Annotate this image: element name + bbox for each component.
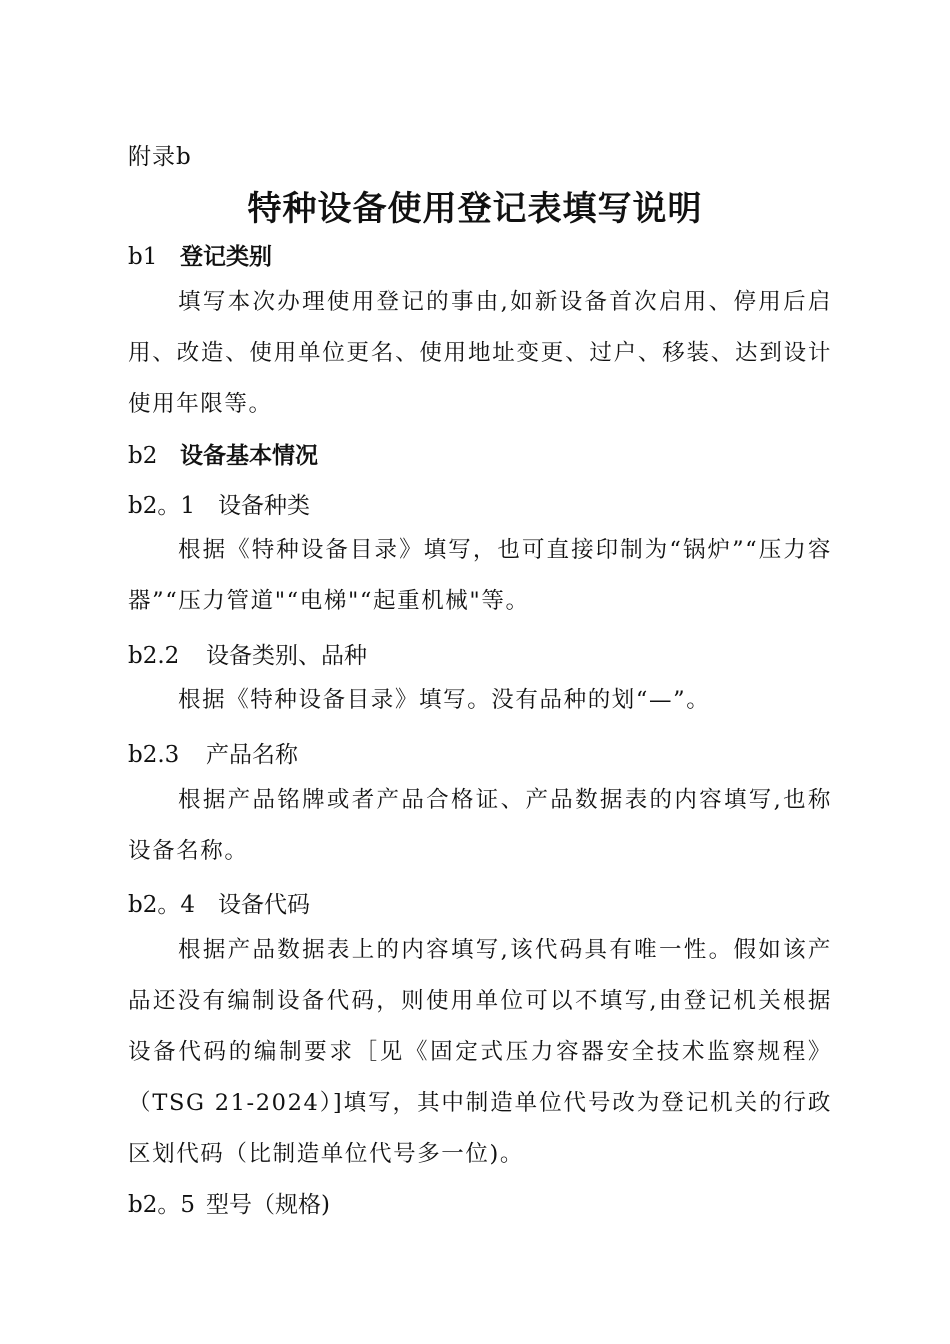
section-number: b2。1 — [128, 493, 195, 519]
section-b2-5-heading — [128, 1186, 330, 1219]
section-b2-1-paragraph: 根据《特种设备目录》填写，也可直接印制为“锅炉”“压力容器”“压力管道"“电梯"“起重机械"等。 — [128, 537, 832, 614]
section-number: b1 — [128, 244, 158, 270]
section-title: 登记类别 — [180, 244, 272, 270]
section-b1-paragraph: 填写本次办理使用登记的事由,如新设备首次启用、停用后启用、改造、使用单位更名、使用地址变更、过户、移装、达到设计使用年限等。 — [128, 289, 832, 417]
section-b2-3-heading — [128, 736, 298, 769]
section-b2-2-paragraph: 根据《特种设备目录》填写。没有品种的划“—”。 — [178, 687, 711, 713]
section-b2-4-paragraph: 根据产品数据表上的内容填写,该代码具有唯一性。假如该产品还没有编制设备代码，则使用单位可以不填写,由登记机关根据设备代码的编制要求［见《固定式压力容器安全技术监察规程》（TSG 21-2024）]填写，其中制造单位代号改为登记机关的行政区划代码（比制造单位代号多一位)。 — [128, 937, 832, 1167]
section-title: 设备基本情况 — [180, 443, 318, 469]
section-b2-1-heading — [128, 487, 310, 520]
section-b2-heading — [128, 437, 318, 470]
section-title: 型号（规格) — [206, 1192, 330, 1218]
section-b2-2-heading — [128, 637, 367, 670]
section-number: b2.2 — [128, 643, 180, 669]
section-b1-heading — [128, 238, 272, 271]
section-title: 设备代码 — [218, 892, 310, 918]
section-b2-3-paragraph: 根据产品铭牌或者产品合格证、产品数据表的内容填写,也称设备名称。 — [128, 787, 832, 864]
document-title: 特种设备使用登记表填写说明 — [247, 189, 703, 229]
section-number: b2 — [128, 443, 158, 469]
section-number: b2。5 — [128, 1192, 195, 1218]
section-b2-4-heading — [128, 886, 310, 919]
section-title: 产品名称 — [206, 742, 298, 768]
section-title: 设备种类 — [218, 493, 310, 519]
section-number: b2.3 — [128, 742, 180, 768]
appendix-label: 附录b — [128, 144, 192, 170]
section-number: b2。4 — [128, 892, 195, 918]
section-title: 设备类别、品种 — [206, 643, 367, 669]
